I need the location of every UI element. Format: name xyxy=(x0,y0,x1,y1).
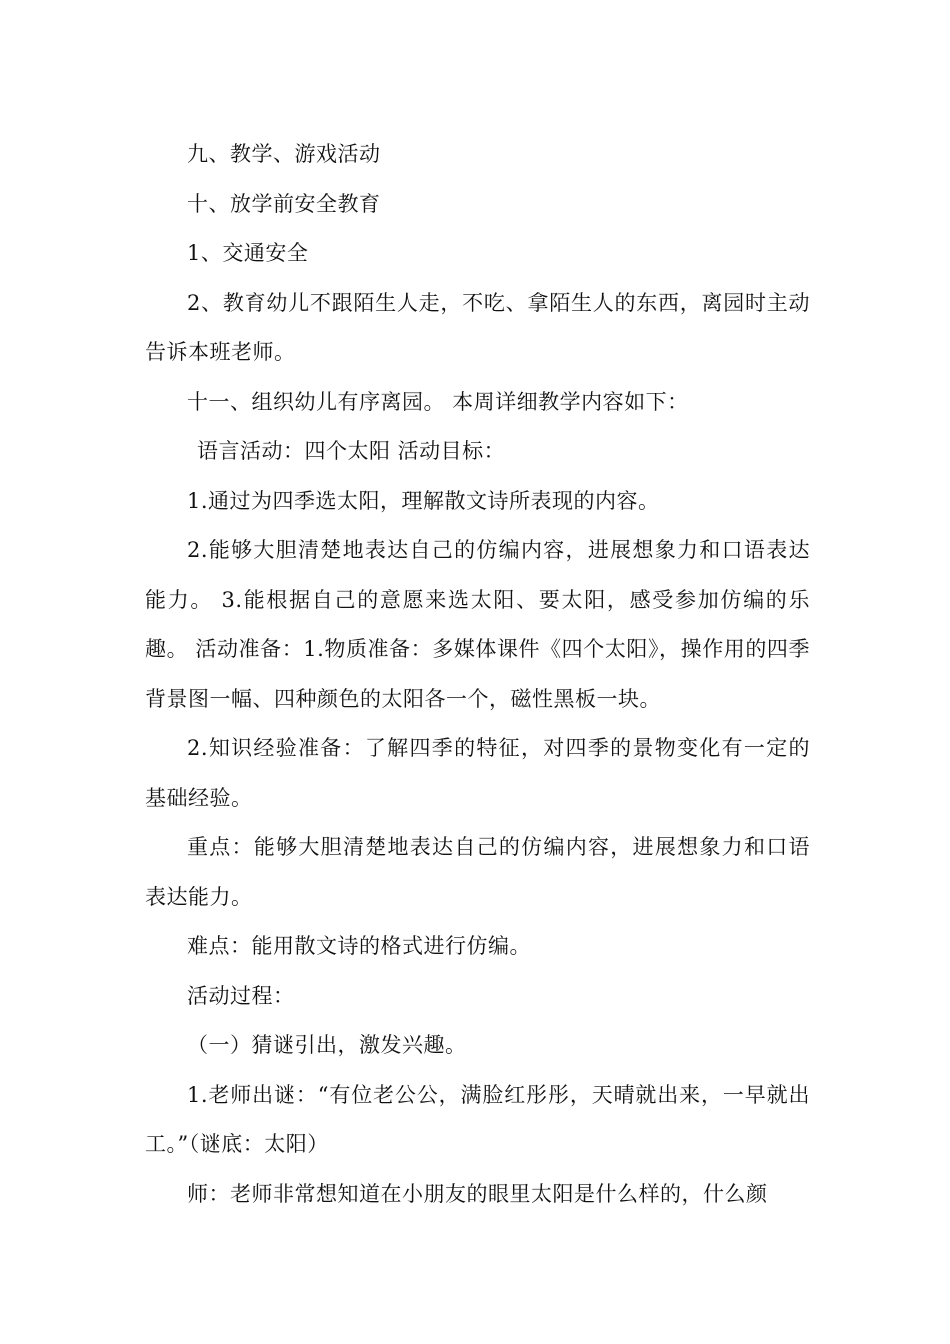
paragraph: 1.老师出谜：“有位老公公，满脸红彤彤，天晴就出来，一早就出工。”（谜底：太阳） xyxy=(145,1082,810,1156)
paragraph: 难点：能用散文诗的格式进行仿编。 xyxy=(187,934,531,958)
paragraph: 语言活动：四个太阳 活动目标： xyxy=(197,439,506,463)
paragraph: 2.知识经验准备：了解四季的特征，对四季的景物变化有一定的基础经验。 xyxy=(145,736,810,810)
paragraph: 1、交通安全 xyxy=(187,241,309,265)
paragraph: 活动过程： xyxy=(187,983,295,1008)
paragraph: 2.能够大胆清楚地表达自己的仿编内容，进展想象力和口语表达能力。 3.能根据自己的意愿来选太阳、要太阳，感受参加仿编的乐趣。 活动准备：1.物质准备：多媒体课件《四个太阳》，操作用的四季背景图一幅、四种颜色的太阳各一个，磁性黑板一块。 xyxy=(145,538,810,711)
paragraph: 师：老师非常想知道在小朋友的眼里太阳是什么样的，什么颜 xyxy=(187,1181,768,1206)
paragraph: 十一、组织幼儿有序离园。 本周详细教学内容如下： xyxy=(187,389,689,414)
paragraph: （一）猜谜引出，激发兴趣。 xyxy=(187,1033,467,1057)
document-body xyxy=(145,130,810,1219)
paragraph: 重点：能够大胆清楚地表达自己的仿编内容，进展想象力和口语表达能力。 xyxy=(145,835,810,909)
paragraph: 十、放学前安全教育 xyxy=(187,191,381,216)
paragraph: 1.通过为四季选太阳，理解散文诗所表现的内容。 xyxy=(187,488,660,513)
paragraph: 2、教育幼儿不跟陌生人走，不吃、拿陌生人的东西，离园时主动告诉本班老师。 xyxy=(145,290,810,364)
paragraph: 九、教学、游戏活动 xyxy=(187,142,381,166)
